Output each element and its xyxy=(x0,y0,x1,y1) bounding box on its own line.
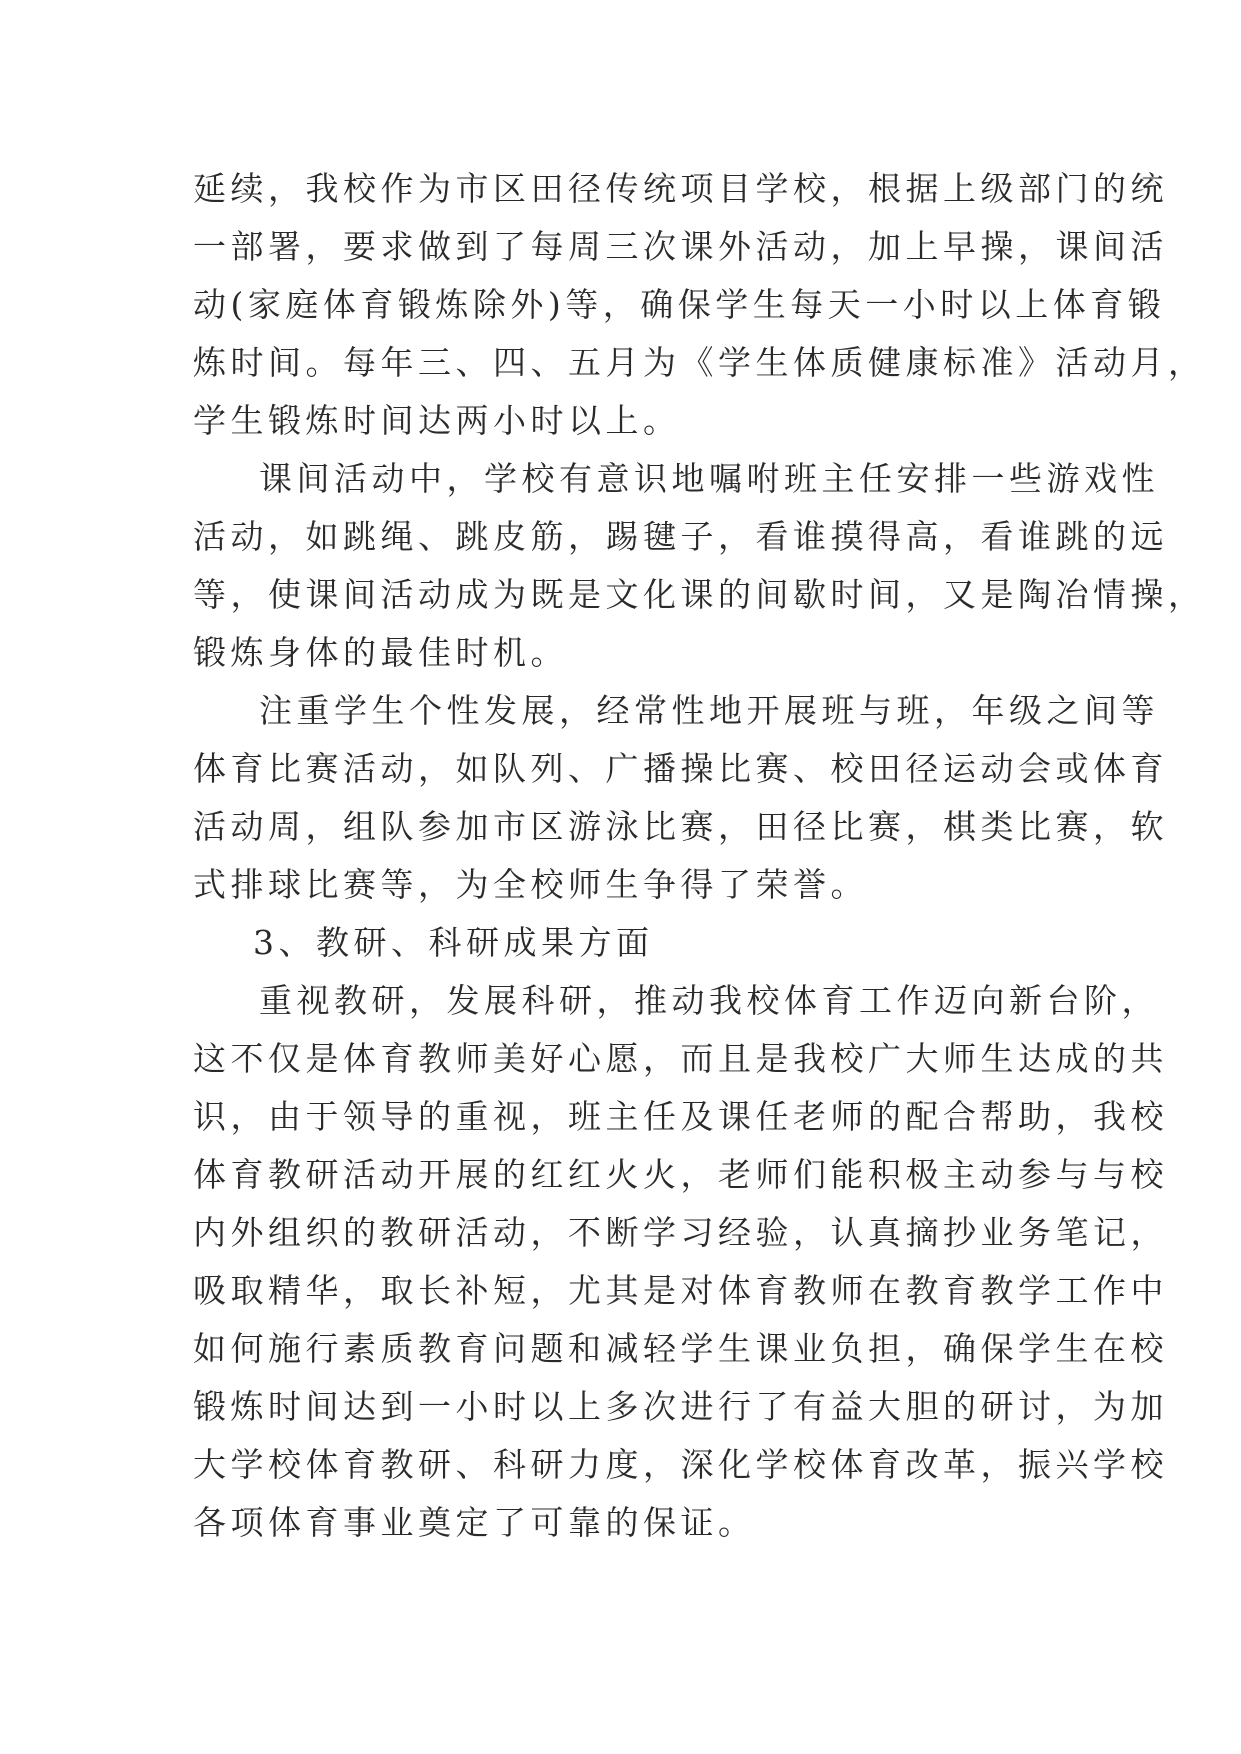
text-line: 活动，如跳绳、跳皮筋，踢毽子，看谁摸得高，看谁跳的远 xyxy=(193,517,1168,556)
text-line: 锻炼时间达到一小时以上多次进行了有益大胆的研讨，为加 xyxy=(193,1387,1168,1426)
text-line: 体育教研活动开展的红红火火，老师们能积极主动参与与校 xyxy=(193,1155,1168,1194)
section-heading: 3、教研、科研成果方面 xyxy=(253,923,654,962)
text-line: 各项体育事业奠定了可靠的保证。 xyxy=(193,1503,756,1542)
text-line: 式排球比赛等，为全校师生争得了荣誉。 xyxy=(193,865,868,904)
text-line: 动(家庭体育锻炼除外)等，确保学生每天一小时以上体育锻 xyxy=(193,285,1166,324)
paragraph-first-line: 注重学生个性发展，经常性地开展班与班，年级之间等 xyxy=(259,691,1159,730)
text-line: 炼时间。每年三、四、五月为《学生体质健康标准》活动月， xyxy=(193,343,1206,382)
text-line: 内外组织的教研活动，不断学习经验，认真摘抄业务笔记， xyxy=(193,1213,1168,1252)
text-line: 体育比赛活动，如队列、广播操比赛、校田径运动会或体育 xyxy=(193,749,1168,788)
text-line: 识，由于领导的重视，班主任及课任老师的配合帮助，我校 xyxy=(193,1097,1168,1136)
paragraph-first-line: 重视教研，发展科研，推动我校体育工作迈向新台阶， xyxy=(259,981,1159,1020)
text-line: 吸取精华，取长补短，尤其是对体育教师在教育教学工作中 xyxy=(193,1271,1168,1310)
text-line: 如何施行素质教育问题和减轻学生课业负担，确保学生在校 xyxy=(193,1329,1168,1368)
text-line: 一部署，要求做到了每周三次课外活动，加上早操，课间活 xyxy=(193,227,1168,266)
text-line: 这不仅是体育教师美好心愿，而且是我校广大师生达成的共 xyxy=(193,1039,1168,1078)
paragraph-first-line: 课间活动中，学校有意识地嘱咐班主任安排一些游戏性 xyxy=(259,459,1159,498)
text-line: 锻炼身体的最佳时机。 xyxy=(193,633,568,672)
text-line: 延续，我校作为市区田径传统项目学校，根据上级部门的统 xyxy=(193,169,1168,208)
text-line: 活动周，组队参加市区游泳比赛，田径比赛，棋类比赛，软 xyxy=(193,807,1168,846)
body-text xyxy=(193,160,1206,1552)
text-line: 等，使课间活动成为既是文化课的间歇时间，又是陶冶情操， xyxy=(193,575,1206,614)
text-line: 大学校体育教研、科研力度，深化学校体育改革，振兴学校 xyxy=(193,1445,1168,1484)
text-line: 学生锻炼时间达两小时以上。 xyxy=(193,401,681,440)
